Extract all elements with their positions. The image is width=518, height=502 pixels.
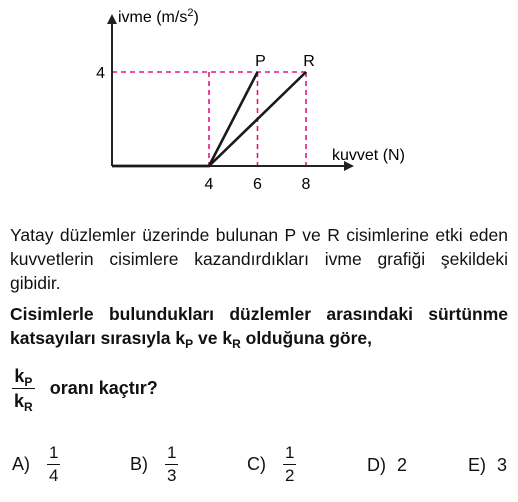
option-a-label: A) [12, 454, 30, 474]
option-d[interactable] [367, 454, 407, 476]
subscript-p: P [185, 337, 194, 351]
series-lines [112, 53, 315, 166]
series-line-p [112, 72, 258, 166]
axes [112, 7, 405, 166]
option-e-value: 3 [497, 454, 508, 475]
ratio-question-text: oranı kaçtır? [49, 378, 158, 398]
question-part-2: ve k [193, 328, 233, 348]
x-tick-label: 8 [301, 176, 311, 193]
option-d-label: D) [367, 454, 386, 475]
option-c[interactable] [247, 442, 296, 487]
option-c-label: C) [247, 454, 266, 474]
ratio-fraction [12, 364, 35, 413]
series-label-p: P [255, 53, 266, 70]
option-d-value: 2 [397, 454, 408, 475]
option-e[interactable] [468, 454, 507, 476]
option-b-label: B) [130, 454, 148, 474]
y-axis-label: ivme $(m/s^2)$ [118, 7, 199, 26]
option-e-label: E) [468, 454, 486, 475]
tick-labels [96, 65, 310, 193]
ratio-numerator: $k_P$ [14, 366, 33, 389]
problem-statement: Yatay düzlemler üzerinde bulunan P ve R cisimlerine etki eden kuvvetlerin cisimlere kazandırdıkları ivme grafiği şekildeki gibidir. [10, 225, 508, 293]
dashed-guide-lines [112, 72, 306, 166]
option-a-fraction: $\frac{1}{4}$ [49, 443, 59, 485]
option-c-fraction: $\frac{1}{2}$ [285, 443, 295, 485]
question-part-3: olduğuna göre, [240, 328, 373, 348]
question-part-1: Cisimlerle bulundukları düzlemler arasındaki sürtünme katsayıları sırasıyla k [10, 304, 508, 348]
subscript-r: R [232, 337, 241, 351]
option-b[interactable] [130, 442, 178, 487]
x-axis-label: kuvvet (N) [332, 147, 405, 164]
y-tick-label: 4 [96, 65, 105, 82]
option-b-fraction: $\frac{1}{3}$ [167, 443, 177, 485]
acceleration-force-graph [0, 0, 518, 215]
question-text [10, 302, 508, 350]
ratio-question [12, 364, 158, 413]
x-tick-label: 6 [253, 176, 262, 193]
ratio-denominator: $k_R$ [14, 391, 33, 414]
series-label-r: R [303, 53, 315, 70]
option-a[interactable] [12, 442, 60, 487]
x-tick-label: 4 [204, 176, 214, 193]
